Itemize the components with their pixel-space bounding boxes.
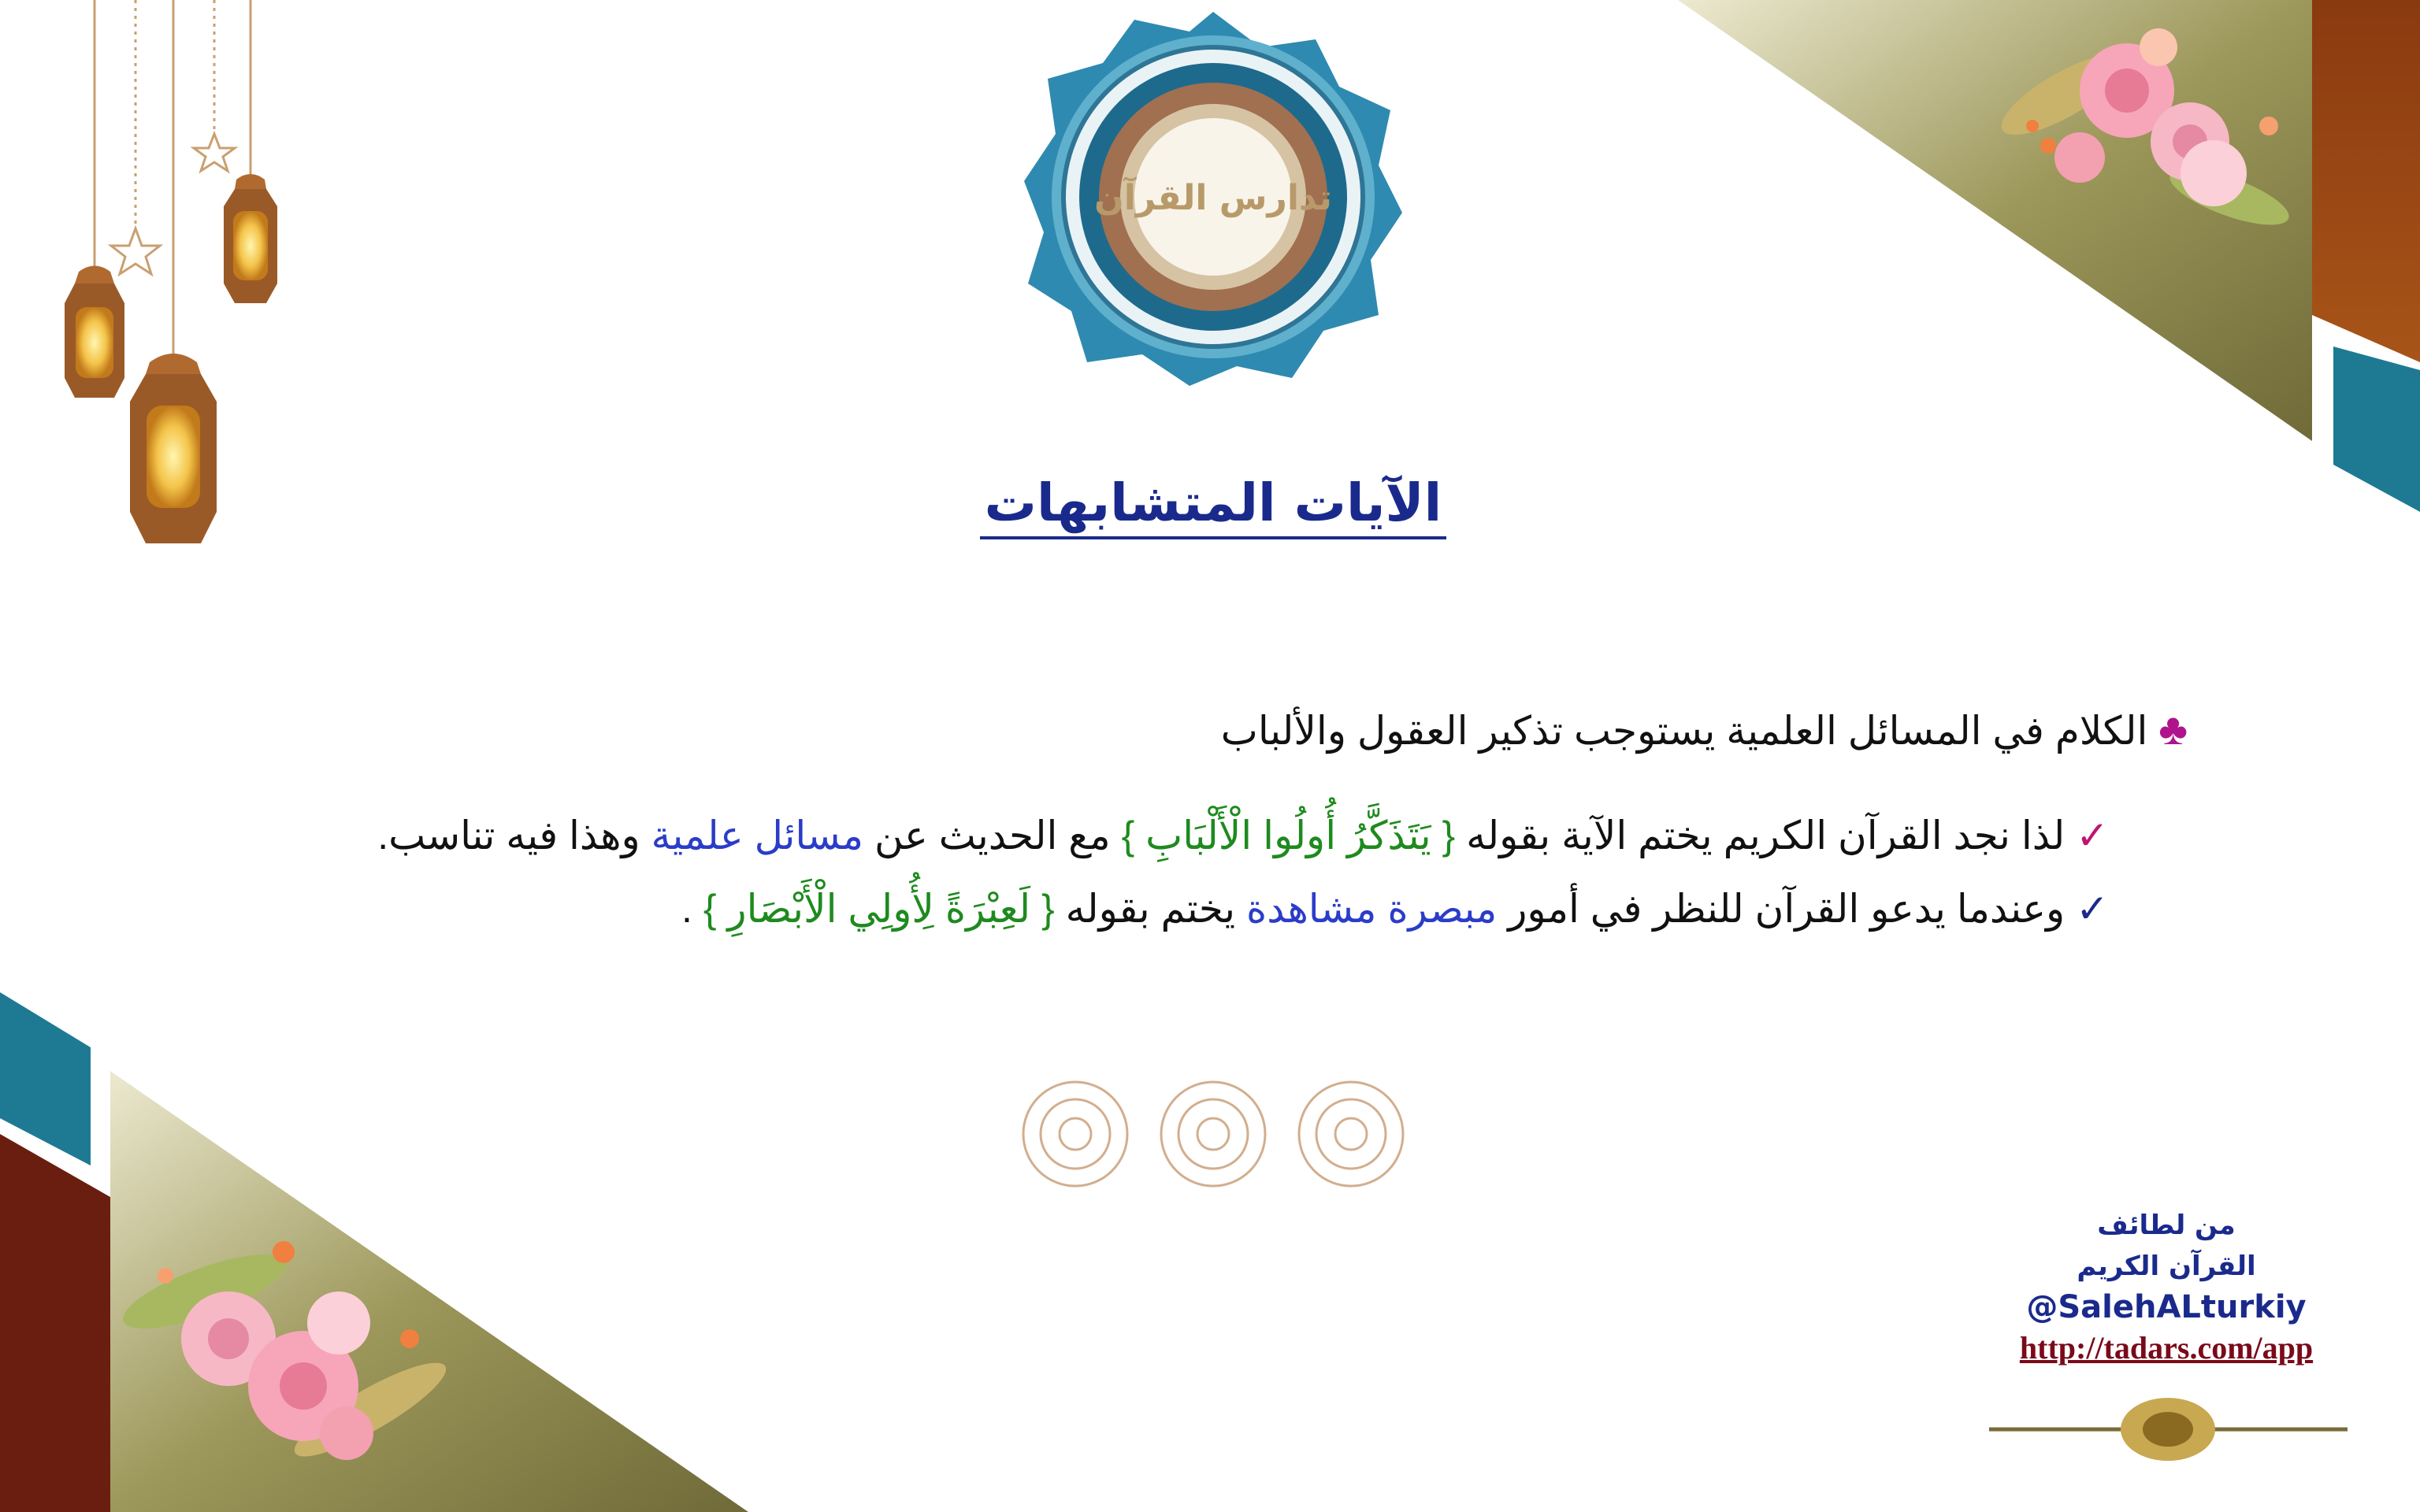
twitter-handle[interactable]: @SalehALturkiy [2026,1289,2307,1325]
website-link[interactable]: http://tadars.com/app [2019,1330,2314,1366]
credit-block [1954,1205,2379,1369]
list-item: ✓ لذا نجد القرآن الكريم يختم الآية بقوله { يَتَذَكَّرُ أُولُوا الْأَلْبَابِ } مع الحديث عن مسائل علمية وهذا فيه تناسب. [377,813,2109,858]
logo-calligraphy: تدارس القرآن [1094,178,1332,218]
bottom-left-brown-band [0,1134,110,1512]
top-right-brown-band [2312,0,2420,362]
credit-line-2: القرآن الكريم [2077,1251,2256,1282]
intro-point [1221,703,2188,754]
verse-quote: { لَعِبْرَةً لِأُولِي الْأَبْصَارِ } [703,887,1055,931]
check-icon: ✓ [2076,887,2109,931]
intro-point-text: الكلام في المسائل العلمية يستوجب تذكير العقول والألباب [1220,709,2148,753]
mandala-icon [1023,1082,1403,1186]
page-title: الآيات المتشابهات [906,472,1520,533]
list-item: ✓ وعندما يدعو القرآن للنظر في أمور مبصرة مشاهدة يختم بقوله { لَعِبْرَةً لِأُولِي الْأَبْصَارِ } . [681,887,2109,931]
check-icon: ✓ [2076,813,2109,858]
verse-quote: { يَتَذَكَّرُ أُولُوا الْأَلْبَابِ } [1121,813,1456,858]
top-right-olive-triangle [1678,0,2312,441]
logo-medallion [1024,12,1402,386]
bottom-left-teal-band [0,992,91,1166]
credit-line-1: من لطائف [2097,1210,2236,1241]
highlight-text: مسائل علمية [651,813,864,858]
lantern-icon [65,0,277,543]
club-icon: ♣ [2158,704,2188,754]
highlight-text: مبصرة مشاهدة [1246,887,1498,931]
top-right-teal-band [2333,346,2420,512]
ornament-divider [1989,1398,2348,1461]
